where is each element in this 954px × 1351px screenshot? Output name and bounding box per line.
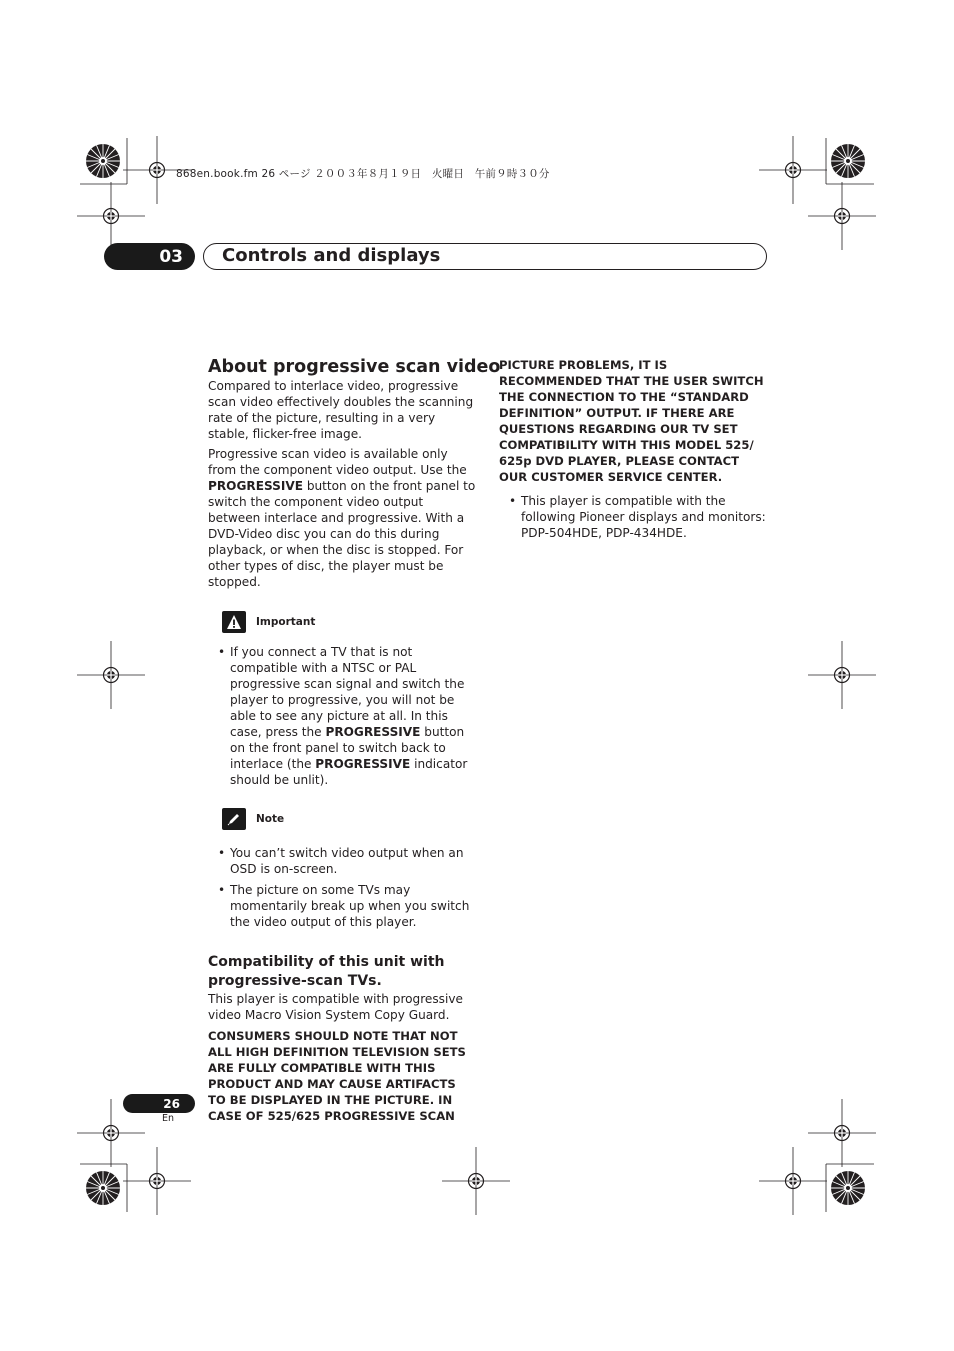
crop-marks <box>80 138 874 1212</box>
chapter-number-badge <box>104 243 195 270</box>
bullet-text: indicator should be unlit). <box>230 757 468 787</box>
print-slug: 868en.book.fm 26 ページ ２００３年８月１９日 火曜日 午前９時３０分 <box>176 168 550 180</box>
compatible-displays-bullet: • This player is compatible with the following Pioneer displays and monitors: PDP-504HDE, PDP-434HDE. <box>499 493 769 541</box>
important-header <box>222 611 476 633</box>
important-icon <box>222 611 246 633</box>
page-number: 26 <box>163 1096 180 1111</box>
section-heading: About progressive scan video <box>208 357 501 377</box>
note-label: Note <box>256 813 285 825</box>
star-target-top-left <box>86 144 120 178</box>
note-bullet: • You can’t switch video output when an OSD is on-screen. <box>208 845 476 877</box>
progressive-term: PROGRESSIVE <box>325 725 421 739</box>
left-column <box>208 356 501 1128</box>
progressive-term: PROGRESSIVE <box>208 479 303 493</box>
bullet-text: If you connect a TV that is not compatible with a NTSC or PAL progressive scan signal and switch the player to progressive, you will not be able to see any picture at all. In this case, press the <box>230 645 465 739</box>
chapter-title: Controls and displays <box>222 245 441 266</box>
crosshair-marks <box>77 136 876 1215</box>
compatibility-heading: Compatibility of this unit with progressive-scan TVs. <box>208 954 445 989</box>
paragraph-text: Progressive scan video is available only from the component video output. Use the <box>208 447 467 477</box>
pencil-icon <box>222 808 246 830</box>
page-language: En <box>162 1113 175 1124</box>
compatibility-paragraph: This player is compatible with progressive video Macro Vision System Copy Guard. <box>208 992 463 1022</box>
right-column <box>499 357 769 546</box>
note-bullet: • The picture on some TVs may momentarily break up when you switch the video output of this player. <box>208 882 476 930</box>
important-label: Important <box>256 616 316 628</box>
star-target-top-right <box>831 144 865 178</box>
bullet-text: button on the front panel to switch back to interlace (the <box>230 725 465 771</box>
star-target-bottom-left <box>86 1171 120 1205</box>
star-target-bottom-right <box>831 1171 865 1205</box>
chapter-number: 03 <box>159 246 183 267</box>
consumer-notice-continued: PICTURE PROBLEMS, IT IS RECOMMENDED THAT THE USER SWITCH THE CONNECTION TO THE “STANDARD DEFINITION” OUTPUT. IF THERE ARE QUESTIONS REGARDING OUR TV SET COMPATIBILITY WITH THIS MODEL 525/ 625p DVD PLAYER, PLEASE CONTACT OUR CUSTOMER SERVICE CENTER. <box>499 358 764 484</box>
intro-paragraph: Compared to interlace video, progressive scan video effectively doubles the scanning rate of the picture, resulting in a very stable, flicker-free image. <box>208 379 474 441</box>
paragraph-text: button on the front panel to switch the component video output between interlace and progressive. With a DVD-Video disc you can do this during playback, or when the disc is stopped. For other types of disc, the player must be stopped. <box>208 479 476 589</box>
important-bullet <box>208 644 476 788</box>
consumer-notice: CONSUMERS SHOULD NOTE THAT NOT ALL HIGH DEFINITION TELEVISION SETS ARE FULLY COMPATIBLE WITH THIS PRODUCT AND MAY CAUSE ARTIFACTS TO BE DISPLAYED IN THE PICTURE. IN CASE OF 525/625 PROGRESSIVE SCAN <box>208 1029 466 1123</box>
progressive-term: PROGRESSIVE <box>315 757 411 771</box>
note-header <box>222 808 476 830</box>
progressive-paragraph <box>208 446 476 590</box>
page-number-badge <box>123 1094 195 1113</box>
